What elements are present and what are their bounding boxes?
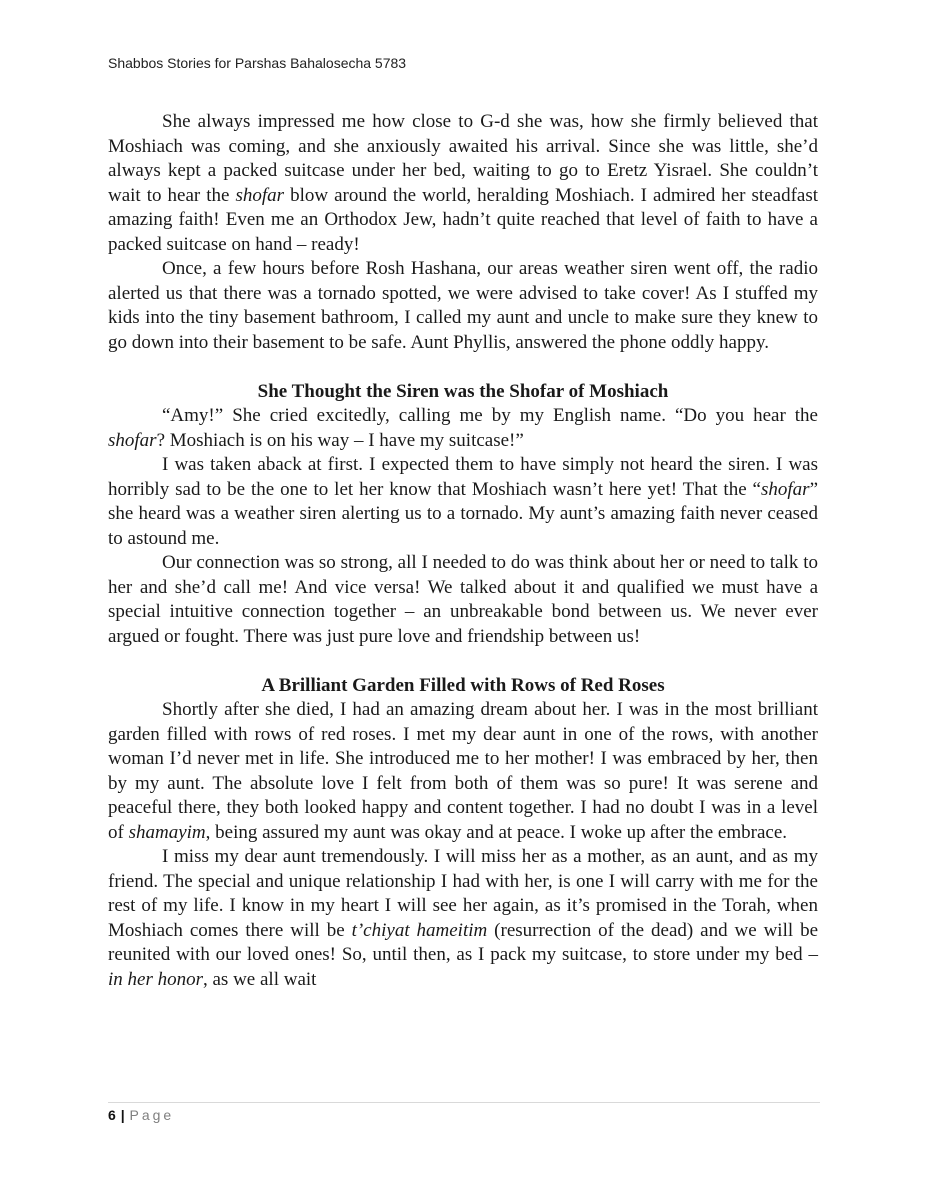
paragraph: She always impressed me how close to G-d she was, how she firmly believed that Moshiach was coming, and she anxiously awaited his arrival. Since she was little, she’d always kept a packed suitcase under her bed, waiting to go to Eretz Yisrael. She couldn’t wait to hear the shofar blow around the world, heralding Moshiach. I admired her steadfast amazing faith! Even me an Orthodox Jew, hadn’t quite reached that level of faith to have a packed suitcase on hand – ready! [108, 111, 818, 255]
paragraph: “Amy!” She cried excitedly, calling me by my English name. “Do you hear the shofar? Moshiach is on his way – I have my suitcase!” [108, 405, 818, 451]
section-heading: A Brilliant Garden Filled with Rows of Red Roses [261, 674, 665, 696]
paragraph: Shortly after she died, I had an amazing dream about her. I was in the most brilliant garden filled with rows of red roses. I met my dear aunt in one of the rows, with another woman I’d never met in life. She introduced me to her mother! I was embraced by her, then by my aunt. The absolute love I felt from both of them was so pure! It was serene and peaceful there, they both looked happy and content together. I had no doubt I was in a level of shamayim, being assured my aunt was okay and at peace. I woke up after the embrace. [108, 699, 818, 843]
spacer [108, 649, 818, 674]
article-body [108, 110, 818, 992]
paragraph: I was taken aback at first. I expected them to have simply not heard the siren. I was horribly sad to be the one to let her know that Moshiach wasn’t here yet! That the “shofar” she heard was a weather siren alerting us to a tornado. My aunt’s amazing faith never ceased to astound me. [108, 454, 818, 549]
paragraph: Our connection was so strong, all I needed to do was think about her or need to talk to her and she’d call me! And vice versa! We talked about it and qualified we must have a special intuitive connection together – an unbreakable bond between us. We never ever argued or fought. There was just pure love and friendship between us! [108, 552, 818, 647]
running-header: Shabbos Stories for Parshas Bahalosecha 5783 [108, 55, 407, 71]
paragraph: Once, a few hours before Rosh Hashana, our areas weather siren went off, the radio alerted us that there was a tornado spotted, we were advised to take cover! As I stuffed my kids into the tiny basement bathroom, I called my aunt and uncle to make sure they knew to go down into their basement to be safe. Aunt Phyllis, answered the phone oddly happy. [108, 258, 818, 353]
page-number: 6 [108, 1107, 117, 1123]
section-heading: She Thought the Siren was the Shofar of Moshiach [257, 380, 669, 402]
footer-divider [108, 1102, 820, 1103]
page-label: Page [129, 1107, 175, 1123]
spacer [108, 355, 818, 380]
paragraph: I miss my dear aunt tremendously. I will miss her as a mother, as an aunt, and as my friend. The special and unique relationship I had with her, is one I will carry with me for the rest of my life. I know in my heart I will see her again, as it’s promised in the Torah, when Moshiach comes there will be t’chiyat hameitim (resurrection of the dead) and we will be reunited with our loved ones! So, until then, as I pack my suitcase, to store under my bed – in her honor, as we all wait [108, 846, 818, 990]
footer-separator: | [120, 1107, 126, 1123]
page-footer [108, 1107, 174, 1123]
